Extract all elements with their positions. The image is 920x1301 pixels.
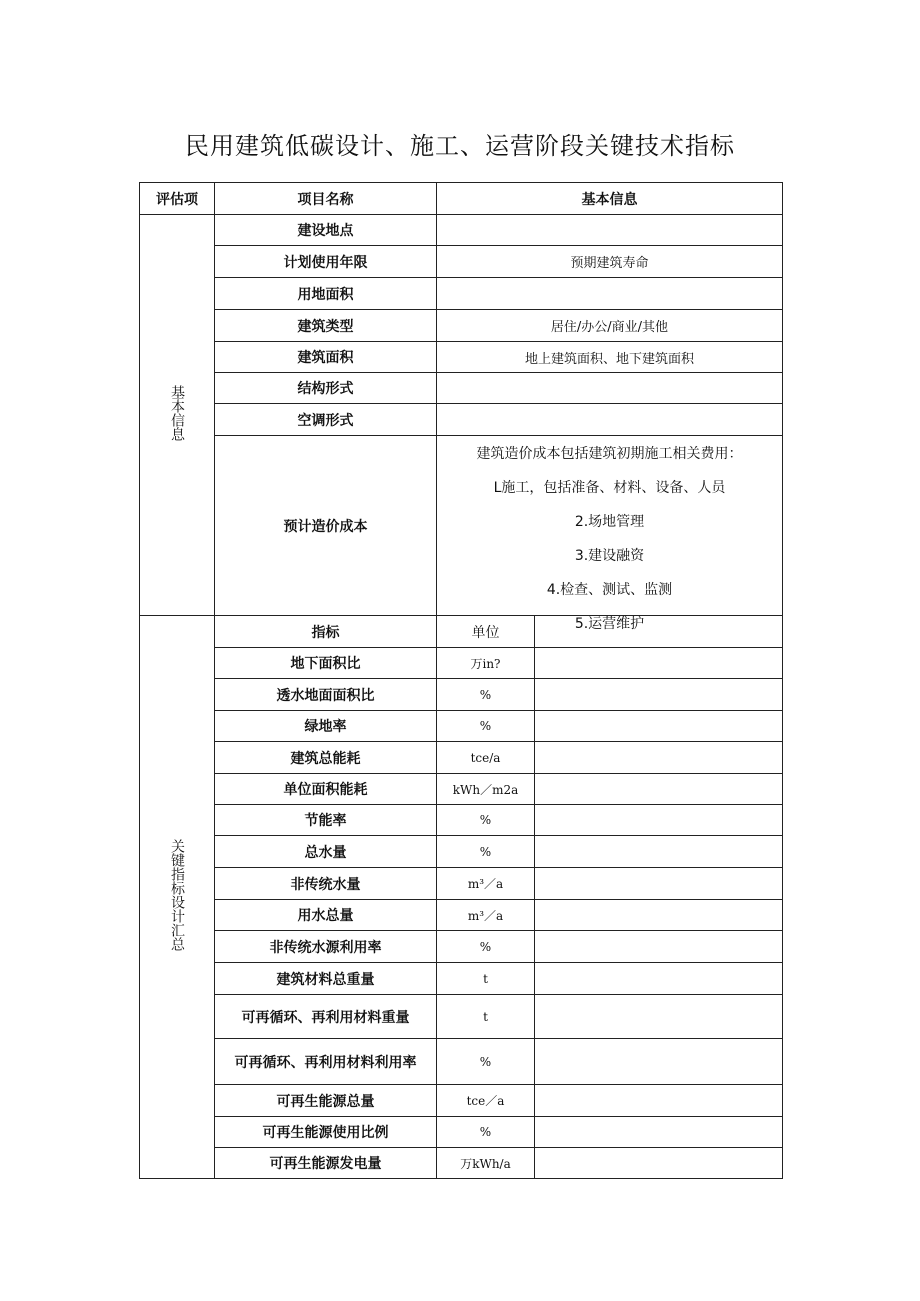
indicator-unit: % — [437, 1039, 535, 1085]
indicator-unit: m³／a — [437, 900, 535, 931]
value-cell[interactable] — [535, 995, 783, 1039]
value-cell[interactable] — [535, 774, 783, 805]
item-value[interactable]: 居住/办公/商业/其他 — [437, 310, 783, 342]
header-project-name: 项目名称 — [215, 183, 437, 215]
indicator-header: 指标 — [215, 616, 437, 648]
table-row — [140, 246, 783, 278]
item-value[interactable] — [437, 215, 783, 246]
unit-header: 单位 — [437, 616, 535, 648]
table-row — [140, 215, 783, 246]
value-cell[interactable] — [535, 711, 783, 742]
table-row — [140, 995, 783, 1039]
value-cell[interactable] — [535, 931, 783, 963]
indicator-unit: t — [437, 995, 535, 1039]
cost-line: L施工，包括准备、材料、设备、人员 — [493, 480, 726, 496]
cost-line: 3.建设融资 — [574, 548, 645, 564]
table-row — [140, 404, 783, 436]
indicator-name: 总水量 — [215, 836, 437, 868]
table-row — [140, 342, 783, 373]
indicator-name: 可再循环、再利用材料重量 — [215, 995, 437, 1039]
indicator-name: 用水总量 — [215, 900, 437, 931]
item-name: 建筑面积 — [215, 342, 437, 373]
indicator-name: 绿地率 — [215, 711, 437, 742]
indicator-unit: % — [437, 836, 535, 868]
header-evaluation-item: 评估项 — [140, 183, 215, 215]
table-row — [140, 648, 783, 679]
item-name: 空调形式 — [215, 404, 437, 436]
item-name: 建设地点 — [215, 215, 437, 246]
item-name: 结构形式 — [215, 373, 437, 404]
indicator-name: 建筑材料总重量 — [215, 963, 437, 995]
cost-line: 5.运营维护 — [574, 616, 645, 632]
item-value[interactable]: 地上建筑面积、地下建筑面积 — [437, 342, 783, 373]
table-row — [140, 1148, 783, 1179]
table-row — [140, 1085, 783, 1117]
value-cell[interactable] — [535, 1085, 783, 1117]
indicator-unit: % — [437, 805, 535, 836]
table-row — [140, 1039, 783, 1085]
table-row — [140, 278, 783, 310]
cost-line: 2.场地管理 — [574, 514, 645, 530]
indicator-name: 可再生能源发电量 — [215, 1148, 437, 1179]
table-row — [140, 373, 783, 404]
value-cell[interactable] — [535, 679, 783, 711]
indicator-unit: tce／a — [437, 1085, 535, 1117]
table-row — [140, 711, 783, 742]
indicator-table — [139, 182, 783, 1179]
category-label: 基本信息 — [169, 385, 185, 441]
indicator-name: 节能率 — [215, 805, 437, 836]
indicator-unit: kWh／m2a — [437, 774, 535, 805]
indicator-name: 可再生能源总量 — [215, 1085, 437, 1117]
indicator-unit: 万in? — [437, 648, 535, 679]
value-cell[interactable] — [535, 648, 783, 679]
value-cell[interactable] — [535, 900, 783, 931]
indicator-name: 建筑总能耗 — [215, 742, 437, 774]
indicator-name: 非传统水量 — [215, 868, 437, 900]
indicator-name: 地下面积比 — [215, 648, 437, 679]
table-row — [140, 868, 783, 900]
value-cell[interactable] — [535, 836, 783, 868]
indicator-name: 可再循环、再利用材料利用率 — [215, 1039, 437, 1085]
indicator-unit: % — [437, 1117, 535, 1148]
item-name: 预计造价成本 — [215, 436, 437, 616]
indicator-name: 可再生能源使用比例 — [215, 1117, 437, 1148]
indicator-unit: t — [437, 963, 535, 995]
header-basic-info: 基本信息 — [437, 183, 783, 215]
indicator-name: 非传统水源利用率 — [215, 931, 437, 963]
item-value[interactable] — [437, 373, 783, 404]
item-name: 用地面积 — [215, 278, 437, 310]
value-cell[interactable] — [535, 742, 783, 774]
item-name: 建筑类型 — [215, 310, 437, 342]
category-label: 关键指标设计汇总 — [169, 839, 185, 951]
item-name: 计划使用年限 — [215, 246, 437, 278]
value-cell[interactable] — [535, 1117, 783, 1148]
value-cell[interactable] — [535, 868, 783, 900]
indicator-unit: tce/a — [437, 742, 535, 774]
table-row — [140, 310, 783, 342]
indicator-unit: % — [437, 711, 535, 742]
table-row — [140, 774, 783, 805]
table-row — [140, 900, 783, 931]
item-value[interactable]: 预期建筑寿命 — [437, 246, 783, 278]
table-row — [140, 931, 783, 963]
table-header-row — [140, 183, 783, 215]
table-row — [140, 679, 783, 711]
table-row — [140, 805, 783, 836]
indicator-name: 透水地面面积比 — [215, 679, 437, 711]
indicator-unit: % — [437, 931, 535, 963]
indicator-unit: % — [437, 679, 535, 711]
category-key-indicators — [140, 616, 215, 1179]
table-row — [140, 436, 783, 616]
table-row — [140, 836, 783, 868]
page-title: 民用建筑低碳设计、施工、运营阶段关键技术指标 — [185, 132, 735, 160]
value-cell[interactable] — [535, 1039, 783, 1085]
item-value[interactable] — [437, 436, 783, 632]
key-header-row — [140, 616, 783, 648]
table-row — [140, 1117, 783, 1148]
item-value[interactable] — [437, 278, 783, 310]
indicator-unit: m³／a — [437, 868, 535, 900]
category-basic-info — [140, 215, 215, 616]
table-row — [140, 742, 783, 774]
cost-line: 建筑造价成本包括建筑初期施工相关费用： — [476, 446, 743, 462]
table-row — [140, 963, 783, 995]
cost-line: 4.检查、测试、监测 — [546, 582, 673, 598]
value-cell[interactable] — [535, 1148, 783, 1179]
value-cell[interactable] — [535, 616, 783, 648]
value-cell[interactable] — [535, 805, 783, 836]
cost-description — [437, 436, 782, 632]
indicator-name: 单位面积能耗 — [215, 774, 437, 805]
item-value[interactable] — [437, 404, 783, 436]
indicator-unit: 万kWh/a — [437, 1148, 535, 1179]
value-cell[interactable] — [535, 963, 783, 995]
